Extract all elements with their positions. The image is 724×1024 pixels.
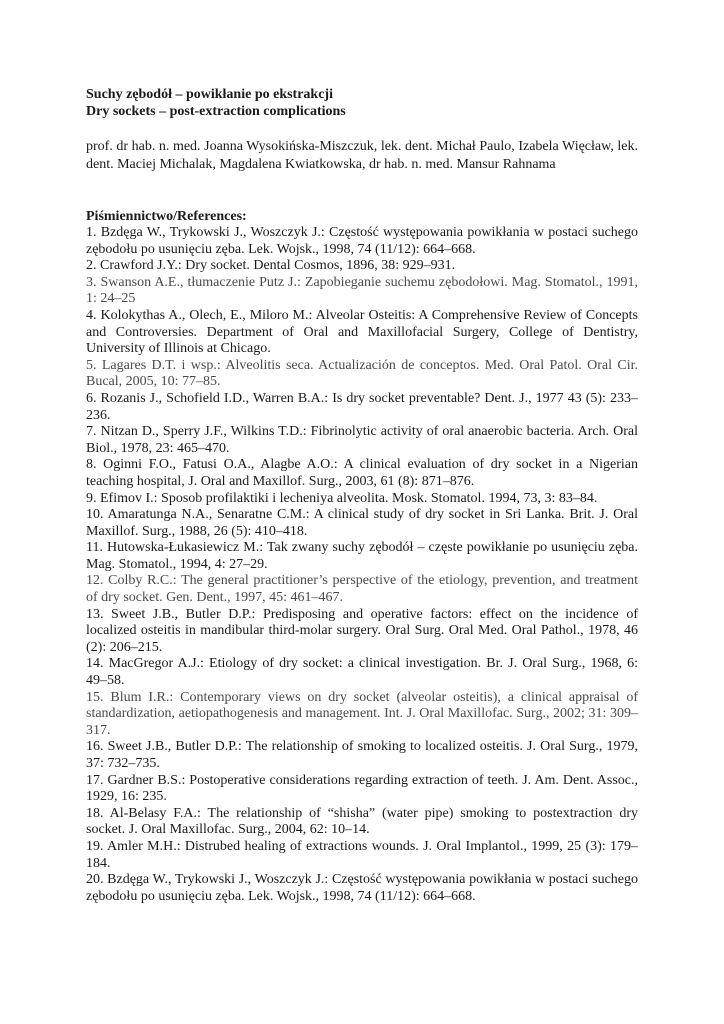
- reference-item: 10. Amaratunga N.A., Senaratne C.M.: A clinical study of dry socket in Sri Lanka. Brit. J. Oral Maxillof. Surg., 1988, 26 (5): 410–418.: [86, 507, 638, 539]
- reference-item: 13. Sweet J.B., Butler D.P.: Predisposing and operative factors: effect on the incidence of localized osteitis in mandibular third-molar surgery. Oral Surg. Oral Med. Oral Pathol., 1978, 46 (2): 206–215.: [86, 606, 638, 655]
- reference-item: 18. Al-Belasy F.A.: The relationship of “shisha” (water pipe) smoking to postextraction dry socket. J. Oral Maxillofac. Surg., 2004, 62: 10–14.: [86, 805, 638, 838]
- reference-item: 9. Efimov I.: Sposob profilaktiki i lecheniya alveolita. Mosk. Stomatol. 1994, 73, 3: 83–84.: [86, 490, 598, 506]
- reference-item: 19. Amler M.H.: Distrubed healing of extractions wounds. J. Oral Implantol., 1999, 25 (3): 179–184.: [86, 838, 638, 871]
- reference-item: 16. Sweet J.B., Butler D.P.: The relationship of smoking to localized osteitis. J. Oral Surg., 1979, 37: 732–735.: [86, 739, 638, 771]
- reference-item: 3. Swanson A.E., tłumaczenie Putz J.: Zapobieganie suchemu zębodołowi. Mag. Stomatol., 1991, 1: 24–25: [86, 274, 638, 307]
- author-list: prof. dr hab. n. med. Joanna Wysokińska-Miszczuk, lek. dent. Michał Paulo, Izabela Więcław, lek. dent. Maciej Michalak, Magdalena Kwiatkowska, dr hab. n. med. Mansur Rahnama: [86, 139, 638, 172]
- reference-item: 2. Crawford J.Y.: Dry socket. Dental Cosmos, 1896, 38: 929–931.: [86, 258, 456, 274]
- reference-item: 1. Bzdęga W., Trykowski J., Woszczyk J.: Częstość występowania powikłania w postaci suchego zębodołu po usunięciu zęba. Lek. Wojsk., 1998, 74 (11/12): 664–668.: [86, 225, 638, 257]
- reference-item: 5. Lagares D.T. i wsp.: Alveolitis seca. Actualización de conceptos. Med. Oral Patol. Oral Cir. Bucal, 2005, 10: 77–85.: [86, 357, 638, 390]
- title-english: Dry sockets – post-extraction complications: [86, 104, 346, 119]
- title-polish: Suchy zębodół – powikłanie po ekstrakcji: [86, 87, 333, 102]
- reference-item: 15. Blum I.R.: Contemporary views on dry socket (alveolar osteitis), a clinical appraisal of standardization, aetiopathogenesis and management. Int. J. Oral Maxillofac. Surg., 2002; 31: 309–317.: [86, 689, 638, 738]
- reference-item: 14. MacGregor A.J.: Etiology of dry socket: a clinical investigation. Br. J. Oral Surg., 1968, 6: 49–58.: [86, 656, 638, 689]
- reference-item: 20. Bzdęga W., Trykowski J., Woszczyk J.: Częstość występowania powikłania w postaci suchego zębodołu po usunięciu zęba. Lek. Wojsk., 1998, 74 (11/12): 664–668.: [86, 872, 638, 904]
- reference-list: [86, 225, 638, 905]
- reference-item: 6. Rozanis J., Schofield I.D., Warren B.A.: Is dry socket preventable? Dent. J., 1977 43 (5): 233–236.: [86, 390, 638, 423]
- reference-item: 12. Colby R.C.: The general practitioner’s perspective of the etiology, prevention, and treatment of dry socket. Gen. Dent., 1997, 45: 461–467.: [86, 573, 638, 606]
- reference-item: 7. Nitzan D., Sperry J.F., Wilkins T.D.: Fibrinolytic activity of oral anaerobic bacteria. Arch. Oral Biol., 1978, 23: 465–470.: [86, 424, 638, 456]
- reference-item: 17. Gardner B.S.: Postoperative considerations regarding extraction of teeth. J. Am. Dent. Assoc., 1929, 16: 235.: [86, 772, 638, 805]
- reference-item: 4. Kolokythas A., Olech, E., Miloro M.: Alveolar Osteitis: A Comprehensive Review of Concepts and Controversies. Department of Oral and Maxillofacial Surgery, College of Dentistry, University of Illinois at Chicago.: [86, 307, 638, 357]
- reference-item: 11. Hutowska-Łukasiewicz M.: Tak zwany suchy zębodół – częste powikłanie po usunięciu zęba. Mag. Stomatol., 1994, 4: 27–29.: [86, 540, 638, 572]
- document-page: [86, 86, 638, 905]
- reference-item: 8. Oginni F.O., Fatusi O.A., Alagbe A.O.: A clinical evaluation of dry socket in a Nigerian teaching hospital, J. Oral and Maxillof. Surg., 2003, 61 (8): 871–876.: [86, 457, 638, 489]
- references-heading: Piśmiennictwo/References:: [86, 209, 247, 224]
